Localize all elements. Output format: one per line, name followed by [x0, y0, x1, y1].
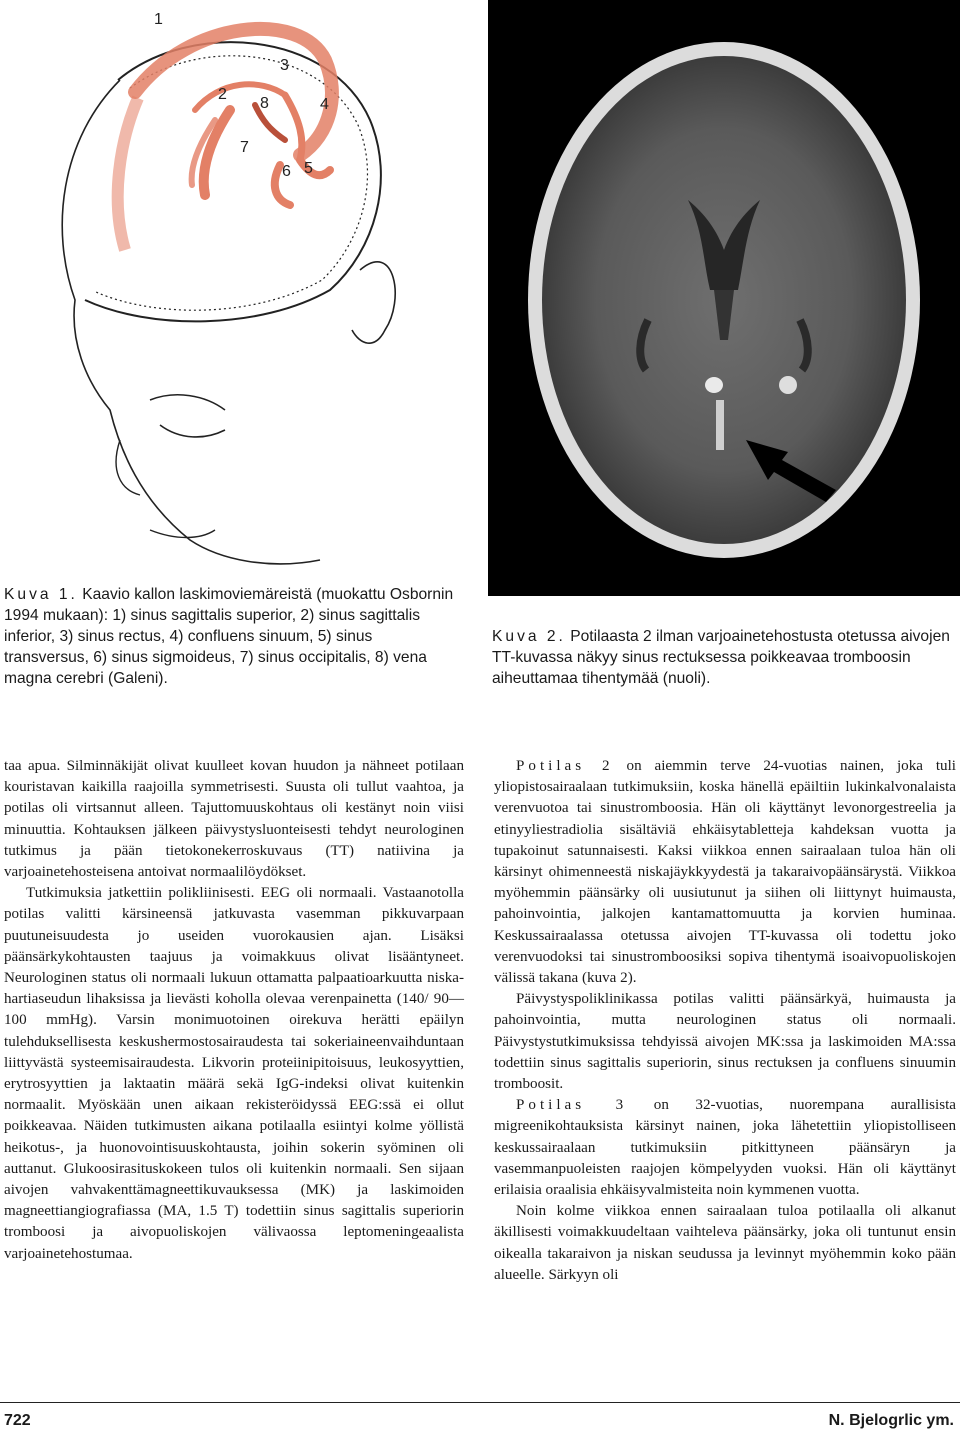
left-paragraph-1: taa apua. Silminnäkijät olivat kuulleet kovan huudon ja nähneet potilaan kouristavan kaikilla raajoilla symmetrisesti. Suusta oli tullut vaahtoa, ja potilas oli virtsannut alleen. Tajuttomuuskohtaus oli kestänyt noin viisi minuuttia. Kohtauksen jälkeen päivystysluonteisesti tehdyt neurologinen tutkimus ja pään tietokonekerroskuvaus (TT) natiivina ja varjoainetehosteisena antoivat normaalilöydökset. — [4, 758, 464, 881]
figure-ct-scan — [488, 0, 960, 596]
right-paragraph-1-text: on aiemmin terve 24-vuotias nainen, joka tuli yliopistosairaalaan tutkimuksiin, koska hänellä epäiltiin lukinkalvonalaista verenvuotoa tai sinustromboosia. Hän oli käyttänyt levonorgestreelia ja etinyyliestradiolia sisältäviä ehkäisytabletteja kahdeksan vuotta ja tupakoinut satunnaisesti. Kaksi viikkoa ennen sairaalaan tuloa hän oli kärsinyt ohimenneestä niskajäykkyydestä ja takaraivopäänsärystä. Viikkoa myöhemmin päänsärky oli uusiutunut ja siihen oli liittynyt huimausta, pahoinvointia, jalkojen kantamattomuutta ja korvien huminaa. Keskussairaalassa otetussa aivojen TT-kuvassa oli todettu joko verenvuodoksi tai sinustromboosiksi sopiva tihentymä isoaivopuoliskojen välissä takana (kuva 2). — [494, 758, 956, 987]
label-6: 6 — [282, 163, 291, 180]
right-paragraph-1 — [494, 756, 956, 989]
figure1-caption-text: Kaavio kallon laskimoviemäreistä (muokattu Osbornin 1994 mukaan): 1) sinus sagittalis superior, 2) sinus sagittalis inferior, 3) sinus rectus, 4) confluens sinuum, 5) sinus transversus, 6) sinus sigmoideus, 7) sinus occipitalis, 8) vena magna cerebri (Galeni). — [4, 586, 454, 687]
left-paragraph-2: Tutkimuksia jatkettiin polikliinisesti. EEG oli normaali. Vastaanotolla potilas valitti kärsineensä jatkuvasta vasemman pikkuvarpaan puutuneisuudesta jo useiden vuorokausien ajan. Lisäksi päänsärkykohtausten taajuus ja voimakkuus olivat lisääntyneet. Neurologinen status oli normaali lukuun ottamatta palpaatioarkuutta niska-hartiaseudun lihaksissa ja lievästi koholla olevaa verenpainetta (140/ 90—100 mmHg). Varsin monimuotoinen oirekuva herätti epäilyn tulehduksellisesta keskushermostosairaudesta tai sokeriaineenvaihduntaan liittyvästä systeemisairaudesta. Likvorin proteiinipitoisuus, leukosyyttien, erytrosyyttien ja laktaatin määrä sekä IgG-indeksi olivat kuitenkin normaalit. Myöskään unen aikaan rekisteröidyssä EEG:ssä ei ollut poikkeavaa. Näiden tutkimusten aikana potilaalla esiintyi kolme yöllistä heikotus-, ja huonovointisuuskohtausta, joihin sokerin syöminen oli auttanut. Glukoosirasituskokeen tulos oli kuitenkin normaali. Sen sijaan aivojen vahvakenttämagneettikuvauksessa (MK) ja laskimoiden magneettiangiografiassa (MA, 1.5 T) todettiin sinus sagittalis superiorin tromboosi ja aivopuoliskojen välivaossa leptomeningeaalista varjoainetehostumaa. — [4, 885, 464, 1262]
nose — [116, 440, 140, 495]
patient-3-lead: Potilas 3 — [516, 1097, 628, 1114]
label-1: 1 — [154, 11, 163, 28]
hyperdensity-2 — [779, 376, 797, 394]
figure2-caption-text: Potilaasta 2 ilman varjoainetehostusta otetussa aivojen TT-kuvassa näkyy sinus rectuksessa poikkeavaa tromboosin aiheuttamaa tihentymää (nuoli). — [492, 628, 950, 687]
page-number: 722 — [4, 1412, 31, 1429]
sinus-occipitalis — [204, 110, 230, 195]
label-2: 2 — [218, 86, 227, 103]
figure1-caption — [4, 584, 460, 689]
label-3: 3 — [280, 57, 289, 74]
head-illustration — [0, 0, 480, 580]
running-author: N. Bjelogrlic ym. — [828, 1412, 954, 1429]
figure2-caption-label: Kuva 2. — [492, 628, 566, 645]
figure-venous-sinus-diagram — [0, 0, 480, 580]
footer-rule — [0, 1402, 960, 1403]
sinus-sagittalis-inferior — [195, 84, 285, 110]
eyebrow — [150, 395, 225, 410]
hyperdensity-1 — [705, 377, 723, 393]
sinus-rectus-density — [716, 400, 724, 450]
ear — [352, 262, 395, 343]
label-4: 4 — [320, 96, 329, 113]
label-5: 5 — [304, 160, 313, 177]
label-8: 8 — [260, 95, 269, 112]
right-paragraph-4: Noin kolme viikkoa ennen sairaalaan tuloa potilaalla oli alkanut äkillisesti voimakkuudeltaan vaihteleva päänsärky, joka oli tuntunut ensin oikealla takaraivon ja niskan seudussa ja levinnyt myöhemmin koko pään alueelle. Särkyyn oli — [494, 1203, 956, 1283]
right-paragraph-2: Päivystyspoliklinikassa potilas valitti päänsärkyä, huimausta ja pahoinvointia, mutta neurologinen status oli normaali. Päivystystutkimuksissa tehdyissä aivojen MK:ssa ja laskimoiden MA:ssa todettiin sinus sagittalis superiorin, sinus rectuksen ja confluens sinuumin tromboosit. — [494, 991, 956, 1093]
right-paragraph-3-text: on 32-vuotias, nuorempana aurallisista migreenikohtauksista kärsinyt nainen, joka lähetettiin yliopistolliseen keskussairaalaan tutkimuksiin pitkittyneen päänsäryn ja vasemmanpuoleisten raajojen kömpelyyden vuoksi. Hän oli käyttänyt erilaisia oraalisia ehkäisyvalmisteita noin kymmenen vuotta. — [494, 1097, 956, 1199]
right-paragraph-3 — [494, 1095, 956, 1201]
sinus-rectus — [285, 95, 302, 160]
figure1-caption-label: Kuva 1. — [4, 586, 78, 603]
patient-2-lead: Potilas 2 — [516, 758, 614, 774]
ct-image — [488, 0, 960, 596]
eye — [160, 425, 225, 437]
right-column — [494, 756, 956, 1286]
left-column — [4, 756, 464, 1265]
label-7: 7 — [240, 139, 249, 156]
figure2-caption — [492, 626, 950, 689]
